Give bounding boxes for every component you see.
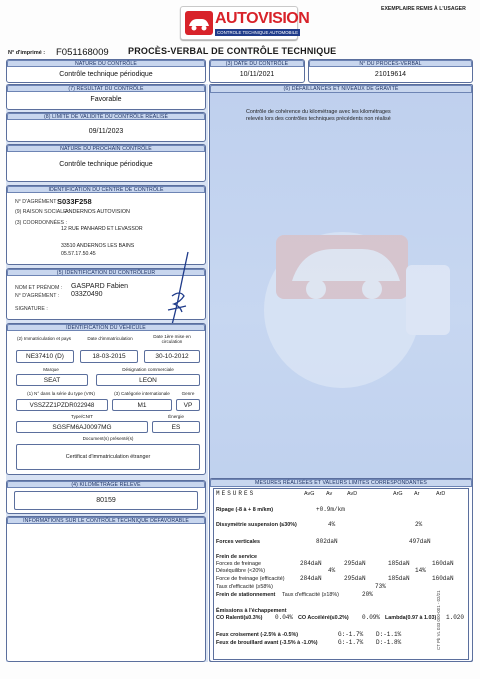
print-number: F051168009 [56,47,109,58]
energie-value: ES [152,421,200,433]
nature-controle-header: NATURE DU CONTRÔLE [7,60,205,67]
col-av: Av [326,491,333,497]
frein-service-label: Frein de service [216,554,258,560]
measures-heading: MESURES [216,490,256,497]
taux-label: Taux d'efficacité (≥58%) [216,584,273,590]
vehicle-header: IDENTIFICATION DU VÉHICULE [7,324,205,331]
date-immat-label: Date d'immatriculation [87,336,133,341]
lambda-label: Lambda(0.97 à 1.03) [385,615,437,621]
feux-brouil-d: D:-1.8% [376,639,402,646]
date-controle-header: (3) DATE DU CONTRÔLE [210,60,304,67]
deseq-ar: 14% [415,567,426,574]
forces-vert-ar: 497daN [409,538,431,545]
watermark-logo-icon [222,165,462,395]
feux-crois-d: D:-1.1% [376,631,402,638]
feux-brouil-label: Feux de brouillard avant (-3.5% à -1.0%) [216,640,318,646]
centre-address2: 33510 ANDERNOS LES BAINS [61,243,135,249]
ripage-value: +0.9m/km [316,506,345,513]
info-box [6,516,206,662]
controleur-agrement-label: N° D'AGRÉMENT : [15,293,60,299]
forces-vert-av: 802daN [316,538,338,545]
date-circ-label: Date 1ère mise en circulation [153,334,191,344]
controleur-name-value: GASPARD Fabien [71,283,129,290]
controleur-name-label: NOM ET PRÉNOM : [15,285,63,291]
energie-label: Énergie [168,414,184,419]
centre-address1: 12 RUE PANHARD ET LEVASSOR [61,226,143,232]
controleur-header: (5) IDENTIFICATION DU CONTRÔLEUR [7,269,205,276]
col-arg: ArG [393,491,403,497]
controleur-agrement-value: 033Z0490 [71,291,103,298]
dissym-ar: 2% [415,521,423,528]
validity-header: (8) LIMITE DE VALIDITÉ DU CONTRÔLE RÉALISÉ [7,113,205,120]
co-ralenti-value: 0.04% [275,614,294,621]
col-avg: AvG [304,491,315,497]
co-ralenti-label: CO Ralenti(≤0.3%) [216,615,263,621]
centre-agrement-label: N° D'AGRÉMENT : [15,199,60,205]
print-number-label: N° d'imprimé : [8,50,46,56]
taux-stat-label: Taux d'efficacité (≥18%) [282,592,339,598]
result-header: (7) RÉSULTAT DU CONTRÔLE [7,85,205,92]
car-logo-icon [185,11,213,35]
controleur-signature-label: SIGNATURE : [15,306,48,312]
type-label: Type/CNIT [71,414,93,419]
designation-value: LEON [96,374,200,386]
validity-box [6,112,206,142]
date-controle-box [209,59,305,83]
logo-tagline: CONTROLE TECHNIQUE AUTOMOBILE [217,30,299,35]
next-control-header: NATURE DU PROCHAIN CONTRÔLE [7,145,205,152]
copy-label: EXEMPLAIRE REMIS À L'USAGER [381,6,466,12]
ripage-label: Ripage (-8 à + 8 m/km) [216,507,274,513]
col-avd: AvD [347,491,358,497]
pv-number-header: N° DU PROCÈS-VERBAL [309,60,472,67]
genre-value: VP [176,399,200,411]
date-controle-value: 10/11/2021 [239,71,275,78]
date-immat-value: 18-03-2015 [80,350,138,363]
lambda-value: 1.020 [446,614,465,621]
col-ar: Ar [414,491,420,497]
info-header: INFORMATIONS SUR LE CONTRÔLE TECHNIQUE DÉFAVORABLE [7,517,205,524]
forces-freinage-label: Forces de freinage [216,561,261,567]
forces-freinage-avg: 284daN [300,560,322,567]
nature-controle-value: Contrôle technique périodique [59,71,153,78]
centre-header: IDENTIFICATION DU CENTRE DE CONTRÔLE [7,186,205,193]
measures-header: MESURES RÉALISÉES ET VALEURS LIMITES CORRESPONDANTES [210,479,472,487]
side-code: CT Pb VL 033 000-001 - 02/21 [436,590,441,650]
km-header: (4) KILOMÉTRAGE RELEVÉ [7,481,205,488]
co-accel-value: 0.09% [362,614,381,621]
pv-number-value: 21019614 [374,71,407,78]
force-eff-arg: 185daN [388,575,410,582]
force-eff-avd: 295daN [344,575,366,582]
categorie-label: (3) Catégorie internationale [114,391,170,396]
next-control-box [6,144,206,182]
force-eff-ard: 160daN [432,575,454,582]
deseq-label: Déséquilibre (<20%) [216,568,265,574]
force-eff-label: Force de freinage (efficacité) [216,576,285,582]
emissions-label: Émissions à l'échappement [216,608,287,614]
immat-label: (2) Immatriculation et pays [16,336,72,341]
type-value: SGSFM6AJ0097MG [16,421,148,433]
centre-phone: 05.57.17.50.45 [61,251,96,257]
taux-value: 73% [375,583,386,590]
force-eff-avg: 284daN [300,575,322,582]
date-circ-value: 30-10-2012 [144,350,200,363]
forces-freinage-avd: 295daN [344,560,366,567]
centre-coord-label: (3) COORDONNÉES : [15,220,67,226]
result-value: Favorable [90,96,122,103]
forces-freinage-arg: 185daN [388,560,410,567]
genre-label: Genre [181,391,195,396]
col-ard: ArD [436,491,446,497]
logo-brand-text: AUTOVISION [215,10,310,27]
taux-stat-value: 20% [362,591,373,598]
centre-agrement-value: S033F258 [57,197,92,206]
vin-value: VSSZZZ1PZDR022948 [16,399,108,411]
feux-crois-label: Feux croisement (-2.5% à -0.5%) [216,632,299,638]
forces-vert-label: Forces verticales [216,539,261,545]
immat-value: NE37410 (D) [16,350,74,363]
docs-label: Document(s) présenté(s) [82,436,134,441]
autovision-logo [180,6,310,40]
marque-value: SEAT [16,374,88,386]
deseq-av: 4% [328,567,336,574]
defaults-header: (6) DÉFAILLANCES ET NIVEAUX DE GRAVITÉ [210,85,472,93]
dissym-av: 4% [328,521,336,528]
docs-value: Certificat d'immatriculation étranger [16,444,200,470]
dissym-label: Dissymétrie suspension (≤30%) [216,522,297,528]
feux-brouil-g: G:-1.7% [338,639,364,646]
categorie-value: M1 [112,399,172,411]
forces-freinage-ard: 160daN [432,560,454,567]
vin-label: (1) N° dans la série du type (VIN) [27,391,95,396]
km-value: 80159 [14,491,198,510]
co-accel-label: CO Accéléré(≤0.2%) [298,615,349,621]
pv-number-box [308,59,473,83]
validity-value: 09/11/2023 [88,128,124,135]
marque-label: Marque [43,367,59,372]
defaults-line1: Contrôle de cohérence du kilométrage avec les kilométrages [246,109,391,115]
doc-title: PROCÈS-VERBAL DE CONTRÔLE TECHNIQUE [128,46,337,56]
feux-crois-g: G:-1.7% [338,631,364,638]
result-box [6,84,206,110]
designation-label: Désignation commerciale [122,367,174,372]
next-control-value: Contrôle technique périodique [59,161,153,168]
frein-stat-label: Frein de stationnement [216,592,276,598]
nature-controle-box [6,59,206,83]
defaults-line2: relevés lors des contrôles techniques précédents non réalisé [246,116,391,122]
centre-raison-label: (9) RAISON SOCIALE : [15,209,70,215]
centre-raison-value: ANDERNOS AUTOVISION [65,209,130,215]
